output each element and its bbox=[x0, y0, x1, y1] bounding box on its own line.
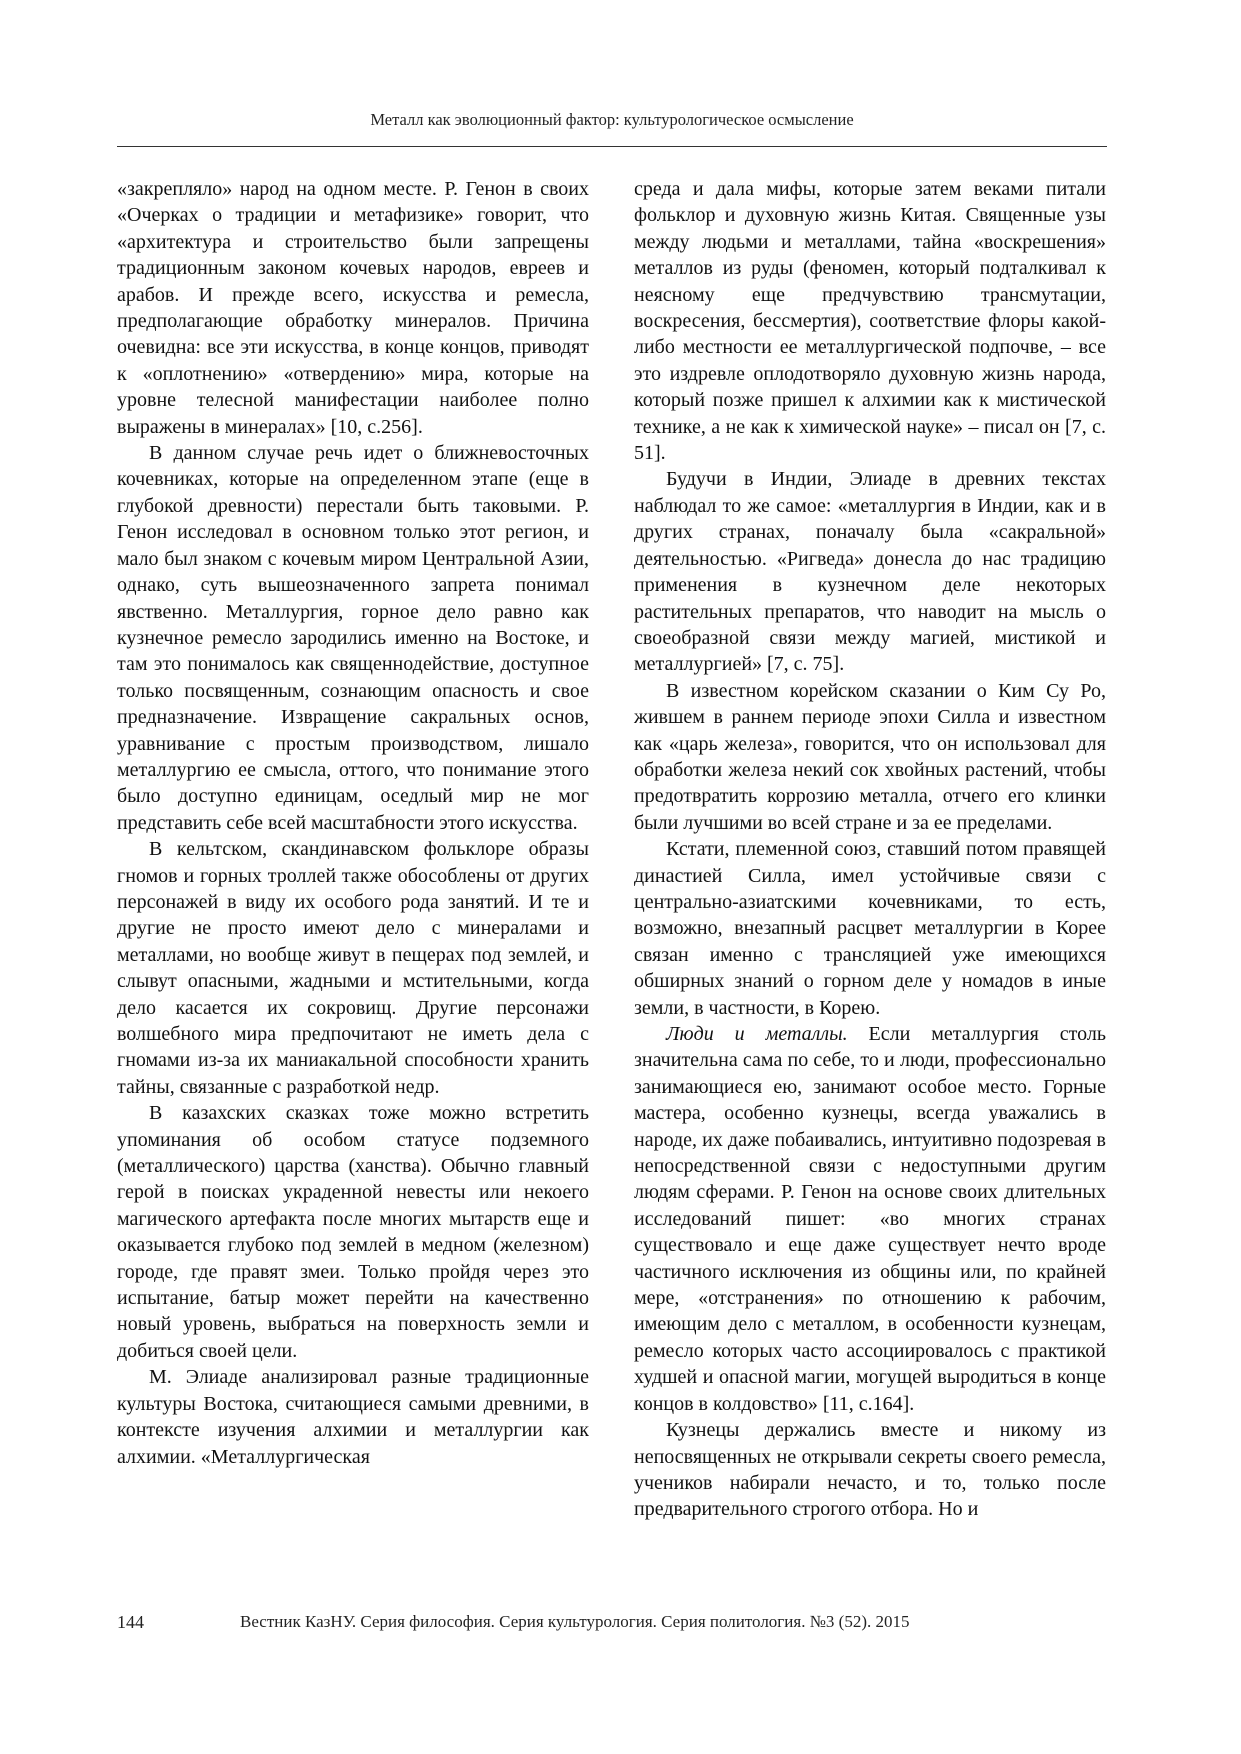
right-column bbox=[634, 176, 1106, 1523]
right-paragraph-5-text: Если металлургия столь значительна сама по себе, то и люди, профессионально занимающиеся ею, занимают особое место. Горные мастера, особенно кузнецы, всегда уважались в народе, их даже побаивались, интуитивно подозревая в непосредственной связи с недоступными другим людям сферами. Р. Генон на основе своих длительных исследований пишет: «во многих странах существовало и еще даже существует нечто вроде частичного исключения из общины или, по крайней мере, «отстранения» по отношению к рабочим, имеющим дело с металлом, в особенности кузнецам, ремесло которых часто ассоциировалось с практикой худшей и опасной магии, могущей выродиться в конце концов в колдовство» [11, с.164]. bbox=[634, 1023, 1106, 1415]
left-paragraph-1: «закрепляло» народ на одном месте. Р. Генон в своих «Очерках о традиции и метафизике» говорит, что «архитектура и строительство были запрещены традиционным законом кочевых народов, евреев и арабов. И прежде всего, искусства и ремесла, предполагающие обработку минералов. Причина очевидна: все эти искусства, в конце концов, приводят к «оплотнению» «отвердению» мира, которые на уровне телесной манифестации наиболее полно выражены в минералах» [10, с.256]. bbox=[117, 178, 589, 438]
left-paragraph-2: В данном случае речь идет о ближневосточных кочевниках, которые на определенном этапе (еще в глубокой древности) перестали быть таковыми. Р. Генон исследовал в основном только этот регион, и мало был знаком с кочевым миром Центральной Азии, однако, суть вышеозначенного запрета понимал явственно. Металлургия, горное дело равно как кузнечное ремесло зародились именно на Востоке, и там это понималось как священнодействие, доступное только посвященным, сознающим опасность и свое предназначение. Извращение сакральных основ, уравнивание с простым производством, лишало металлургию ее смысла, оттого, что понимание этого было доступно единицам, оседлый мир не мог представить себе всей масштабности этого искусства. bbox=[117, 442, 589, 834]
journal-footer: Вестник КазНУ. Серия философия. Серия культурология. Серия политология. №3 (52). 2015 bbox=[240, 1612, 910, 1631]
left-paragraph-3: В кельтском, скандинавском фольклоре образы гномов и горных троллей также обособлены от других персонажей в виду их особого рода занятий. И те и другие не просто имеют дело с минералами и металлами, но вообще живут в пещерах под землей, и слывут опасными, жадными и мстительными, когда дело касается их сокровищ. Другие персонажи волшебного мира предпочитают не иметь дела с гномами из-за их маниакальной способности хранить тайны, связанные с разработкой недр. bbox=[117, 838, 589, 1098]
header-rule bbox=[117, 146, 1107, 147]
left-column bbox=[117, 176, 589, 1470]
right-paragraph-1: среда и дала мифы, которые затем веками питали фольклор и духовную жизнь Китая. Священные узы между людьми и металлами, тайна «воскрешения» металлов из руды (феномен, который подталкивал к неясному еще предчувствию трансмутации, воскресения, бессмертия), соответствие флоры какой-либо местности ее металлургической подпочве, – все это издревле оплодотворяло духовную жизнь народа, который позже пришел к алхимии как к мистической технике, а не как к химической науке» – писал он [7, с. 51]. bbox=[634, 178, 1106, 465]
page-number: 144 bbox=[117, 1612, 144, 1632]
right-paragraph-4: Кстати, племенной союз, ставший потом правящей династией Силла, имел устойчивые связи с центрально-азиатскими кочевниками, то есть, возможно, внезапный расцвет металлургии в Корее связан именно с трансляцией уже имеющихся обширных знаний о горном деле у номадов в иные земли, в частности, в Корею. bbox=[634, 838, 1106, 1019]
left-paragraph-4: В казахских сказках тоже можно встретить упоминания об особом статусе подземного (металлического) царства (ханства). Обычно главный герой в поисках украденной невесты или некоего магического артефакта после многих мытарств еще и оказывается глубоко под землей в медном (железном) городе, где правят змеи. Только пройдя через это испытание, батыр может перейти на качественно новый уровень, выбраться на поверхность земли и добиться своей цели. bbox=[117, 1102, 589, 1362]
right-paragraph-3: В известном корейском сказании о Ким Су Ро, жившем в раннем периоде эпохи Силла и известном как «царь железа», говорится, что он использовал для обработки железа некий сок хвойных растений, чтобы предотвратить коррозию металла, отчего его клинки были лучшими во всей стране и за ее пределами. bbox=[634, 679, 1106, 834]
section-heading-people-and-metals: Люди и металлы. bbox=[666, 1023, 848, 1045]
left-paragraph-5: М. Элиаде анализировал разные традиционные культуры Востока, считающиеся самыми древними, в контексте изучения алхимии и металлургии как алхимии. «Металлургическая bbox=[117, 1366, 589, 1468]
right-paragraph-2: Будучи в Индии, Элиаде в древних текстах наблюдал то же самое: «металлургия в Индии, как и в других странах, поначалу была «сакральной» деятельностью. «Ригведа» донесла до нас традицию применения в кузнечном деле некоторых растительных препаратов, что наводит на мысль о своеобразной связи между магией, мистикой и металлургией» [7, с. 75]. bbox=[634, 468, 1106, 676]
running-title: Металл как эволюционный фактор: культурологическое осмысление bbox=[370, 110, 854, 129]
right-paragraph-5 bbox=[634, 1021, 1106, 1417]
right-paragraph-6: Кузнецы держались вместе и никому из непосвященных не открывали секреты своего ремесла, учеников набирали нечасто, и то, только после предварительного строгого отбора. Но и bbox=[634, 1419, 1106, 1521]
